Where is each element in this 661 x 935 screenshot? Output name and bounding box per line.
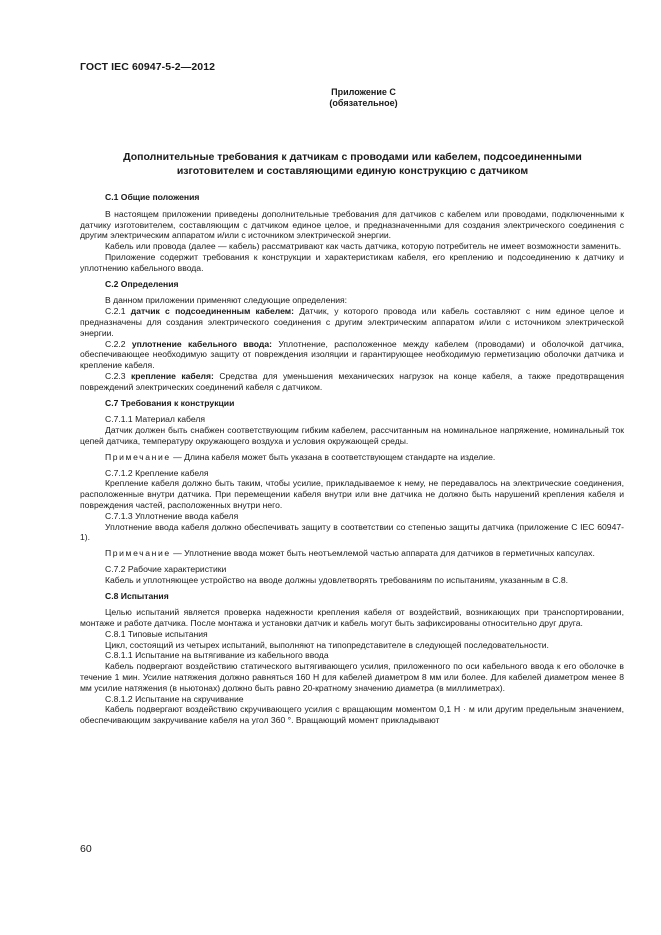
subsection-heading-c8-1-1: С.8.1.1 Испытание на вытягивание из кабельного ввода [105,650,329,661]
note-text: — Уплотнение ввода может быть неотъемлемой частью аппарата для датчиков в герметичных капсулах. [173,548,595,559]
section-heading-c2: С.2 Определения [105,278,179,289]
definition-text: Датчик, у которого провода или кабель составляют с ним единое целое и предназначены для создания электрического соединения с другим электрическим аппаратом и/или с источником электрической энергии. [80,306,625,338]
definition-c2-2 [80,339,624,371]
paragraph-c2-intro: В данном приложении применяют следующие определения: [105,295,348,306]
paragraph-c7-2: Кабель и уплотняющее устройство на вводе должны удовлетворять требованиям по испытаниям, указанным в С.8. [105,574,569,585]
definition-term: уплотнение кабельного ввода: [131,338,272,349]
paragraph-c8-1-2: Кабель подвергают воздействию скручивающего усилия с вращающим моментом 0,1 Н · м или другим предельным значением, обеспечивающим закручивание кабеля на угол 360 °. Вращающий момент прикладывают [80,704,624,726]
annex-title-line-1: Дополнительные требования к датчикам с проводами или кабелем, подсоединенными [123,151,582,163]
definition-number: С.2.2 [105,338,126,349]
subsection-heading-c7-1-3: С.7.1.3 Уплотнение ввода кабеля [105,510,239,521]
paragraph-c8-1-1: Кабель подвергают воздействию статического вытягивающего усилия, приложенного по оси кабельного ввода к его оболочке в течение 1 мин. Усилие натяжения должно равняться 160 Н для кабелей диаметром 8 мм или более. Для кабелей диаметром менее 8 мм усилие натяжения (в ньютонах) должно быть равно 20-кратному значению диаметра (в миллиметрах). [80,661,624,693]
note-text: — Длина кабеля может быть указана в соответствующем стандарте на изделие. [173,451,496,462]
definition-text: Уплотнение, расположенное между кабелем (проводами) и оболочкой датчика, обеспечивающее необходимую защиту от повреждения изоляции и гарантирующее необходимую герметизацию оболочки датчика и крепление кабеля. [80,338,625,371]
definition-number: С.2.3 [105,370,126,381]
section-heading-c7: С.7 Требования к конструкции [105,397,235,408]
note-1 [80,452,624,463]
paragraph-c1-3: Приложение содержит требования к конструкции и характеристикам кабеля, его креплению и подсоединению к датчику и уплотнению кабельного ввода. [80,251,624,273]
definition-number: С.2.1 [105,306,126,317]
standard-header: ГОСТ IEC 60947-5-2—2012 [80,61,216,73]
definition-c2-1 [80,306,624,338]
annex-status: (обязательное) [329,98,398,108]
note-label: Примечание [105,548,171,559]
section-heading-c1: С.1 Общие положения [105,192,200,202]
subsection-heading-c8-1: С.8.1 Типовые испытания [105,628,208,639]
paragraph-c7-1-2: Крепление кабеля должно быть таким, чтобы усилие, прикладываемое к нему, не передавалось на электрические соединения, расположенные внутри датчика. При перемещении кабеля внутри или вне датчика не должно быть нарушений крепления кабеля и повреждения частей, расположенных внутри него. [80,478,624,510]
paragraph-c1-1: В настоящем приложении приведены дополнительные требования для датчиков с кабелем или проводами, подключенными к датчику изготовителем, составляющим с датчиком единое целое, и предназначенными для создания электрического соединения с другим электрическим аппаратом и/или с источником электрической энергии. [80,208,624,241]
note-2 [80,548,624,559]
subsection-heading-c7-1-1: С.7.1.1 Материал кабеля [105,414,206,425]
annex-title-line-2: изготовителем и составляющими единую конструкцию с датчиком [176,165,529,177]
note-label: Примечание [105,451,171,462]
annex-title [80,150,625,178]
paragraph-c8: Целью испытаний является проверка надежности крепления кабеля от воздействий, возникающих при транспортировании, монтаже и работе датчика. После монтажа и установки датчик и кабель могут быть зафиксированы относительно друг друга. [80,607,624,629]
definition-term: датчик с подсоединенным кабелем: [130,306,294,317]
subsection-heading-c7-2: С.7.2 Рабочие характеристики [105,563,227,574]
paragraph-c7-1-3: Уплотнение ввода кабеля должно обеспечивать защиту в соответствии со степенью защиты датчика (приложение С IEC 60947-1). [80,521,624,543]
paragraph-c8-1: Цикл, состоящий из четырех испытаний, выполняют на типопредставителе в следующей последовательности. [105,639,549,650]
paragraph-c1-2: Кабель или провода (далее — кабель) рассматривают как часть датчика, которую потребитель не имеет возможности заменить. [105,241,622,252]
section-heading-c8: С.8 Испытания [105,590,169,601]
annex-heading [80,87,625,109]
definition-text: Средства для уменьшения механических нагрузок на конце кабеля, а также предотвращения повреждений электрических соединений кабеля с датчиком. [80,370,624,392]
subsection-heading-c8-1-2: С.8.1.2 Испытание на скручивание [105,693,244,704]
definition-term: крепление кабеля: [131,370,214,381]
page-number: 60 [80,843,92,855]
document-body [80,190,624,726]
subsection-heading-c7-1-2: С.7.1.2 Крепление кабеля [105,467,209,478]
definition-c2-3 [80,371,624,393]
annex-label: Приложение С [331,87,396,97]
paragraph-c7-1-1: Датчик должен быть снабжен соответствующим гибким кабелем, рассчитанным на номинальное напряжение, номинальный ток цепей датчика, температуру окружающего воздуха и условия окружающей среды. [80,425,624,446]
